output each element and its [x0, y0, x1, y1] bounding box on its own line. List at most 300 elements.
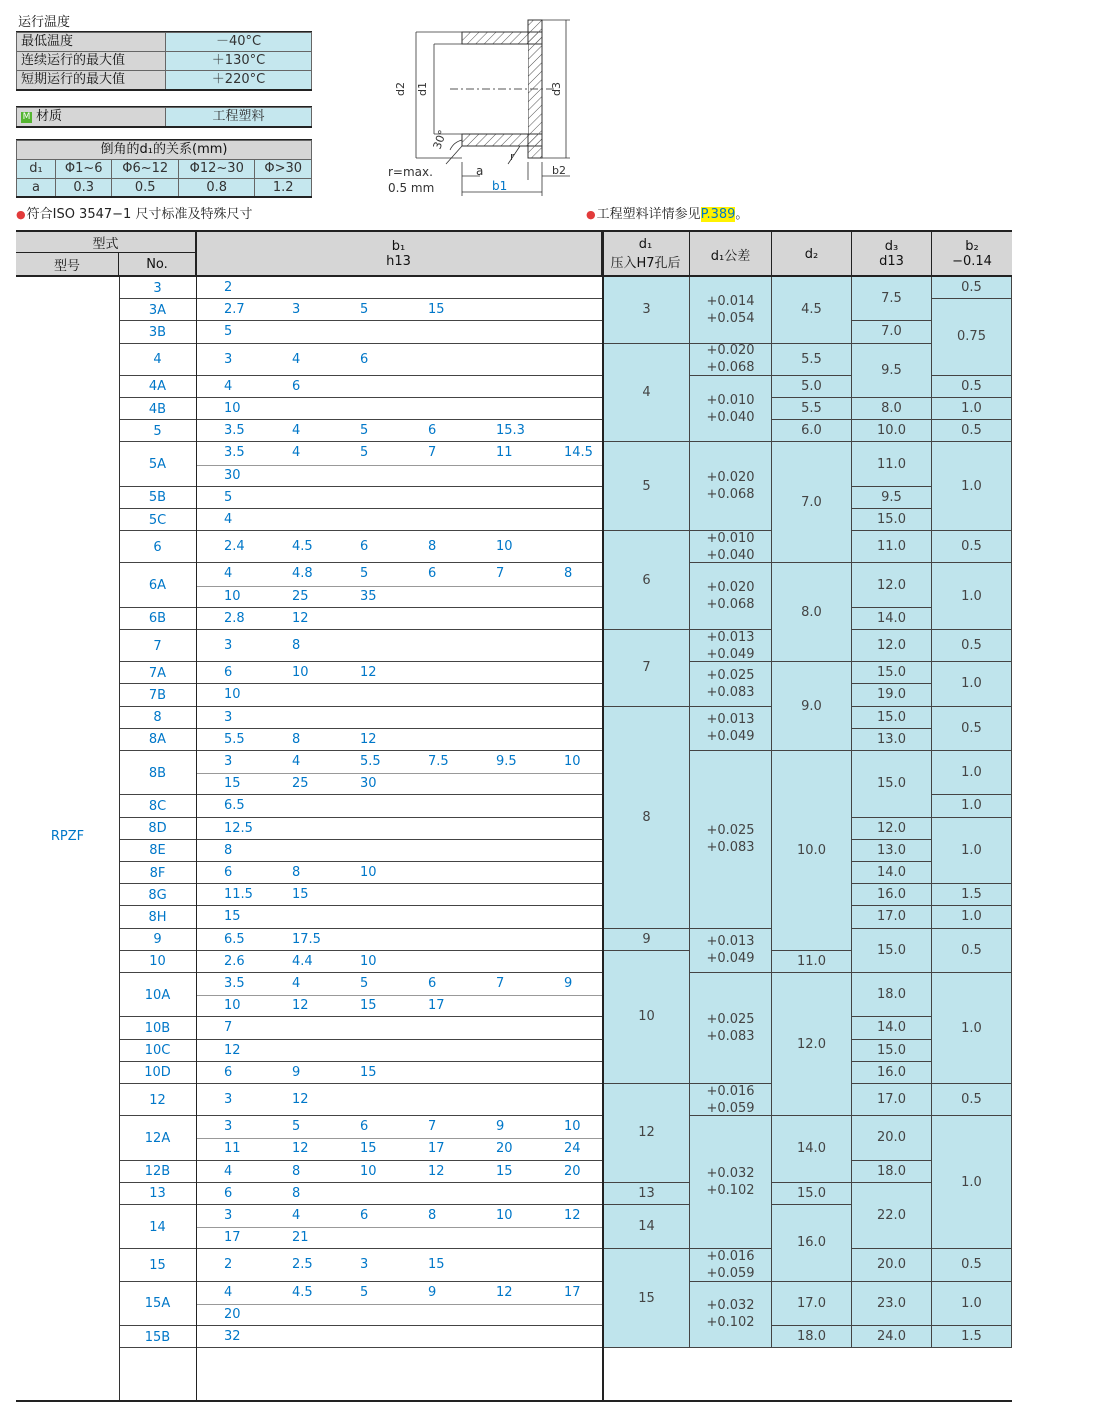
- no-cell: 12A: [144, 1130, 171, 1146]
- no-cell: 4A: [148, 379, 167, 395]
- header-b1: b₁ h13: [196, 232, 602, 276]
- d1-tolerance-cell-line: +0.083: [706, 1029, 755, 1044]
- d1-tolerance-cell-line: +0.013: [706, 629, 755, 645]
- chamfer-cell: 1.2: [255, 179, 312, 198]
- b1-value: 17: [428, 998, 445, 1014]
- b1-value: 24: [564, 1141, 581, 1157]
- b1-value: 4.5: [292, 539, 313, 555]
- b1-value: 6: [360, 539, 369, 555]
- d1-cell: 12: [604, 1084, 690, 1183]
- b1-value: 6: [224, 665, 233, 681]
- no-cell: 12: [149, 1092, 166, 1108]
- b1-value: 8: [564, 566, 573, 582]
- d3-cell: 12.0: [852, 563, 932, 607]
- b1-value: 3: [360, 1257, 369, 1273]
- d2-cell: 5.0: [772, 376, 852, 398]
- table-bottom-border: [16, 1400, 1012, 1402]
- d2-cell: 5.5: [772, 398, 852, 420]
- b1-value: 3: [224, 1119, 233, 1135]
- b2-cell: 1.5: [932, 884, 1012, 906]
- d3-cell: 15.0: [852, 1040, 932, 1062]
- b1-value: 17: [224, 1230, 241, 1246]
- no-cell: 8B: [148, 765, 167, 781]
- d3-cell: 12.0: [852, 630, 932, 662]
- no-cell: 5C: [148, 512, 167, 528]
- header-type-code: 型号: [16, 253, 119, 276]
- page-reference-link[interactable]: P.389: [700, 207, 736, 222]
- no-cell: 13: [149, 1186, 166, 1202]
- r-label: r: [510, 150, 515, 163]
- d3-cell: 22.0: [852, 1183, 932, 1250]
- b1-value: 9: [496, 1119, 505, 1135]
- d3-cell: 8.0: [852, 398, 932, 420]
- b1-value: 4: [224, 512, 233, 527]
- d2-label: d2: [394, 82, 407, 96]
- d2-cell: 11.0: [772, 951, 852, 973]
- d3-cell: 7.5: [852, 277, 932, 321]
- b2-cell: 0.5: [932, 531, 1012, 563]
- b1-value: 10: [496, 1208, 513, 1223]
- no-cell: 14: [149, 1219, 166, 1235]
- b1-value: 6: [428, 423, 437, 439]
- b1-value: 11: [224, 1141, 241, 1157]
- b1-value: 4: [292, 1208, 301, 1223]
- d3-cell: 13.0: [852, 840, 932, 862]
- b1-value: 5: [360, 302, 369, 318]
- divider: [16, 196, 312, 198]
- b1-value: 3.5: [224, 976, 245, 991]
- type-code-cell: RPZF: [50, 828, 85, 844]
- b1-value: 9: [564, 976, 573, 991]
- temp-row: [17, 52, 312, 71]
- no-cell: 10C: [144, 1043, 171, 1059]
- d3-cell: 20.0: [852, 1249, 932, 1281]
- d1-tolerance-cell-line: +0.068: [706, 487, 755, 503]
- d3-cell: 23.0: [852, 1282, 932, 1326]
- b2-label: b2: [552, 164, 566, 177]
- d1-cell: 9: [604, 929, 690, 951]
- chamfer-cell: 0.5: [112, 179, 179, 198]
- b1-value: 5: [224, 324, 233, 340]
- no-cell: 10A: [144, 987, 171, 1003]
- b1-value: 8: [292, 1163, 301, 1179]
- no-cell: 10: [149, 954, 166, 970]
- material-table: [16, 107, 312, 127]
- b1-value: 10: [564, 754, 581, 769]
- b1-value: 10: [224, 998, 241, 1014]
- header-d3: d₃ d13: [852, 232, 932, 276]
- chamfer-cell: Φ6~12: [112, 160, 179, 179]
- chamfer-title: 倒角的d₁的关系(mm): [17, 141, 312, 160]
- b1-value: 15: [360, 998, 377, 1014]
- no-cell: 3: [153, 280, 162, 296]
- b1-value: 10: [224, 401, 241, 416]
- d3-cell: 16.0: [852, 884, 932, 906]
- b1-value: 6: [428, 976, 437, 991]
- b2-cell: 1.0: [932, 973, 1012, 1084]
- d1-tolerance-cell-line: +0.040: [706, 409, 755, 425]
- b1-value: 2.7: [224, 302, 245, 318]
- d1-cell: 10: [604, 951, 690, 1084]
- row-subdivider: [196, 773, 602, 774]
- b1-value: 20: [224, 1306, 241, 1322]
- b1-value: 10: [360, 865, 377, 880]
- b1-value: 10: [496, 539, 513, 555]
- b2-cell: 0.5: [932, 630, 1012, 662]
- warning-icon: ●: [16, 208, 26, 221]
- no-cell: 12B: [144, 1164, 171, 1180]
- d1-tolerance-cell-line: +0.049: [706, 729, 755, 745]
- b1-value: 30: [360, 776, 377, 792]
- b1-value: 7: [496, 976, 505, 991]
- b1-value: 15: [292, 887, 309, 903]
- d1-cell: 7: [604, 630, 690, 707]
- chamfer-cell: Φ>30: [255, 160, 312, 179]
- no-cell: 7: [153, 638, 162, 654]
- d1-tolerance-cell-line: +0.025: [706, 667, 755, 683]
- no-cell: 5B: [148, 490, 167, 506]
- b1-value: 5: [360, 1284, 369, 1300]
- d1-cell: 3: [604, 277, 690, 344]
- d1-tolerance-cell-line: +0.014: [706, 293, 755, 309]
- d3-cell: 13.0: [852, 729, 932, 751]
- header-d1-tolerance: d₁公差: [690, 232, 772, 276]
- d1-tolerance-cell-line: +0.059: [706, 1100, 755, 1116]
- d1-tolerance-cell-line: +0.010: [706, 530, 755, 546]
- b1-value: 30: [224, 467, 241, 483]
- b1-value: 32: [224, 1329, 241, 1344]
- b1-value: 6: [292, 378, 301, 394]
- b1-value: 8: [428, 539, 437, 555]
- b1-value: 14.5: [564, 445, 593, 461]
- b2-cell: 1.0: [932, 563, 1012, 630]
- row-subdivider: [196, 1227, 602, 1228]
- b1-value: 15: [428, 302, 445, 318]
- d2-cell: 8.0: [772, 563, 852, 662]
- b2-cell: 0.5: [932, 929, 1012, 973]
- temp-key: 最低温度: [17, 33, 166, 52]
- b1-value: 12: [428, 1163, 445, 1179]
- d1-tolerance-cell: [690, 1116, 772, 1249]
- d3-cell: 18.0: [852, 973, 932, 1017]
- no-cell: 8F: [149, 865, 166, 881]
- d3-cell: 14.0: [852, 608, 932, 630]
- d1-tolerance-cell: [690, 1282, 772, 1349]
- b1-value: 2: [224, 280, 233, 295]
- no-cell: 15B: [144, 1329, 171, 1345]
- d3-cell: 15.0: [852, 707, 932, 729]
- temp-value: ＋220°C: [166, 71, 312, 90]
- b1-value: 3: [224, 1092, 233, 1107]
- b1-value: 6: [428, 566, 437, 582]
- d3-cell: 12.0: [852, 818, 932, 840]
- d1-tolerance-cell: [690, 929, 772, 973]
- b1-value: 15.3: [496, 423, 525, 439]
- radius-note-value: 0.5 mm: [388, 181, 435, 195]
- b1-value: 5: [360, 566, 369, 582]
- b1-value: 4.4: [292, 953, 313, 969]
- d3-cell: 11.0: [852, 442, 932, 486]
- no-cell: 8C: [148, 798, 167, 814]
- d2-cell: 10.0: [772, 751, 852, 951]
- material-label: 材质: [36, 109, 63, 124]
- b1-value: 4.8: [292, 566, 313, 582]
- no-cell: 8H: [148, 909, 167, 925]
- b1-value: 17: [564, 1284, 581, 1300]
- b1-value: 6: [224, 1064, 233, 1080]
- b1-value: 3: [292, 302, 301, 318]
- b1-value: 4: [292, 445, 301, 461]
- b1-value: 15: [360, 1064, 377, 1080]
- d2-cell: 16.0: [772, 1205, 852, 1282]
- b1-value: 25: [292, 588, 309, 604]
- d3-cell: 17.0: [852, 1084, 932, 1116]
- b1-value: 4: [292, 423, 301, 439]
- d1-cell: 15: [604, 1249, 690, 1348]
- d1-tolerance-cell: [690, 1249, 772, 1281]
- header-no: No.: [119, 253, 196, 276]
- b1-value: 3.5: [224, 445, 245, 461]
- b1-value: 3: [224, 638, 233, 653]
- b2-cell: 1.0: [932, 1282, 1012, 1326]
- temp-value: ＋130°C: [166, 52, 312, 71]
- b1-value: 10: [360, 1163, 377, 1179]
- divider: [16, 126, 312, 128]
- d1-tolerance-cell: [690, 1084, 772, 1116]
- d2-cell: 5.5: [772, 344, 852, 376]
- d1-tolerance-cell-line: +0.054: [706, 310, 755, 326]
- no-cell: 7B: [148, 687, 167, 703]
- d1-tolerance-cell-line: +0.010: [706, 392, 755, 408]
- b1-value: 3.5: [224, 423, 245, 439]
- b1-value: 8: [292, 1185, 301, 1201]
- b1-value: 12: [360, 731, 377, 747]
- d1-tolerance-cell-line: +0.102: [706, 1183, 755, 1199]
- chamfer-cell: a: [17, 179, 56, 198]
- d1-tolerance-cell: [690, 630, 772, 662]
- b1-value: 25: [292, 776, 309, 792]
- d3-cell: 15.0: [852, 662, 932, 684]
- b2-cell: 1.0: [932, 795, 1012, 817]
- b1-value: 9: [428, 1284, 437, 1300]
- b2-cell: 1.0: [932, 662, 1012, 706]
- b1-value: 17: [428, 1141, 445, 1157]
- b1-value: 12: [360, 665, 377, 681]
- no-cell: 9: [153, 932, 162, 948]
- no-cell: 6A: [148, 578, 167, 594]
- d1-tolerance-cell-line: +0.059: [706, 1265, 755, 1281]
- column-divider: [196, 232, 197, 1401]
- material-row: [17, 108, 312, 127]
- a-label: a: [476, 164, 484, 178]
- d3-cell: 15.0: [852, 751, 932, 818]
- b1-value: 8: [292, 731, 301, 747]
- b1-value: 12: [292, 1092, 309, 1107]
- d3-cell: 10.0: [852, 420, 932, 442]
- d2-cell: 12.0: [772, 973, 852, 1116]
- b1-value: 12: [496, 1284, 513, 1300]
- b1-value: 12: [564, 1208, 581, 1223]
- b1-value: 5: [292, 1119, 301, 1135]
- b1-value: 5: [224, 489, 233, 505]
- d3-cell: 9.5: [852, 487, 932, 509]
- b1-value: 7: [428, 1119, 437, 1135]
- chamfer-value-row: [17, 179, 312, 198]
- no-cell: 4B: [148, 401, 167, 417]
- b2-cell: 0.5: [932, 376, 1012, 398]
- b1-value: 4: [292, 754, 301, 769]
- b1-value: 2.6: [224, 953, 245, 969]
- b1-value: 7.5: [428, 754, 449, 769]
- temp-row: [17, 71, 312, 90]
- d1-tolerance-cell: [690, 376, 772, 443]
- b1-value: 6: [224, 865, 233, 880]
- d2-cell: 14.0: [772, 1116, 852, 1183]
- d1-tolerance-cell-line: +0.068: [706, 360, 755, 376]
- b1-value: 3: [224, 709, 233, 725]
- no-cell: 10B: [144, 1020, 171, 1036]
- d2-cell: 4.5: [772, 277, 852, 344]
- d1-tolerance-cell-line: +0.016: [706, 1248, 755, 1264]
- b1-value: 10: [564, 1119, 581, 1135]
- temp-key: 连续运行的最大值: [17, 52, 166, 71]
- b1-value: 5: [360, 445, 369, 461]
- d1-tolerance-cell-line: +0.020: [706, 580, 755, 596]
- d1-tolerance-cell: [690, 344, 772, 376]
- chamfer-cell: 0.8: [178, 179, 255, 198]
- b1-value: 12.5: [224, 820, 253, 836]
- b1-value: 9.5: [496, 754, 517, 769]
- b1-value: 7: [496, 566, 505, 582]
- d1-tolerance-cell-line: +0.049: [706, 646, 755, 662]
- d1-tolerance-cell: [690, 277, 772, 344]
- no-cell: 5: [153, 423, 162, 439]
- b1-value: 8: [292, 638, 301, 653]
- b1-value: 7: [428, 445, 437, 461]
- b1-value: 11: [496, 445, 513, 461]
- d2-cell: 15.0: [772, 1183, 852, 1205]
- b1-label: b1: [492, 179, 508, 193]
- chamfer-cell: Φ1~6: [56, 160, 112, 179]
- b1-value: 2.5: [292, 1257, 313, 1273]
- temp-row: [17, 33, 312, 52]
- column-divider: [119, 277, 120, 1401]
- d1-tolerance-cell-line: +0.083: [706, 684, 755, 700]
- no-cell: 4: [153, 352, 162, 368]
- b2-cell: 0.5: [932, 1084, 1012, 1116]
- d1-cell: 5: [604, 442, 690, 531]
- no-cell: 8A: [148, 732, 167, 748]
- b1-value: 6: [360, 1119, 369, 1135]
- d2-cell: 18.0: [772, 1326, 852, 1348]
- no-cell: 15: [149, 1257, 166, 1273]
- d3-cell: 16.0: [852, 1062, 932, 1084]
- iso-note: [16, 203, 252, 222]
- b1-value: 10: [360, 953, 377, 969]
- d1-tolerance-cell-line: +0.032: [706, 1298, 755, 1314]
- d2-cell: 7.0: [772, 442, 852, 563]
- b1-value: 2.4: [224, 539, 245, 555]
- no-cell: 5A: [148, 457, 167, 473]
- d1-tolerance-cell-line: +0.025: [706, 1012, 755, 1027]
- no-cell: 6B: [148, 611, 167, 627]
- d1-tolerance-cell-line: +0.016: [706, 1083, 755, 1099]
- b1-value: 4: [224, 1163, 233, 1179]
- header-d2: d₂: [772, 232, 852, 276]
- d1-tolerance-cell-line: +0.020: [706, 343, 755, 359]
- material-note: [586, 203, 748, 222]
- b1-value: 2.8: [224, 610, 245, 626]
- d1-cell: 8: [604, 707, 690, 929]
- b1-value: 15: [224, 776, 241, 792]
- divider: [16, 89, 312, 91]
- b1-value: 20: [496, 1141, 513, 1157]
- d1-tolerance-cell-line: +0.013: [706, 934, 755, 950]
- material-note-end: 。: [735, 207, 749, 222]
- no-cell: 10D: [144, 1065, 171, 1081]
- material-value: 工程塑料: [166, 108, 312, 127]
- d1-tolerance-cell: [690, 973, 772, 1084]
- d1-cell: 4: [604, 344, 690, 443]
- d3-cell: 14.0: [852, 862, 932, 884]
- row-border: [119, 1347, 602, 1348]
- b1-value: 6.5: [224, 931, 245, 947]
- d1-tolerance-cell-line: +0.049: [706, 951, 755, 967]
- b1-value: 17.5: [292, 931, 321, 947]
- no-cell: 3A: [148, 302, 167, 318]
- b1-value: 5.5: [360, 754, 381, 769]
- b1-value: 3: [224, 754, 233, 769]
- b2-cell: 0.75: [932, 299, 1012, 376]
- b1-value: 9: [292, 1064, 301, 1080]
- b2-cell: 0.5: [932, 1249, 1012, 1281]
- b1-value: 15: [360, 1141, 377, 1157]
- b1-value: 15: [428, 1257, 445, 1273]
- b1-value: 11.5: [224, 887, 253, 903]
- material-badge-icon: M: [22, 112, 31, 122]
- b1-value: 2: [224, 1257, 233, 1273]
- material-key: [17, 108, 166, 127]
- d1-tolerance-cell: [690, 531, 772, 563]
- b2-cell: 1.0: [932, 751, 1012, 795]
- row-subdivider: [196, 465, 602, 466]
- b1-value: 8: [428, 1208, 437, 1223]
- d3-cell: 14.0: [852, 1017, 932, 1039]
- chamfer-cell: Φ12~30: [178, 160, 255, 179]
- b1-value: 12: [292, 610, 309, 626]
- b1-value: 5.5: [224, 731, 245, 747]
- b1-value: 12: [292, 1141, 309, 1157]
- b1-value: 4: [224, 378, 233, 394]
- b1-value: 4.5: [292, 1284, 313, 1300]
- header-b2: b₂ −0.14: [932, 232, 1012, 276]
- b2-cell: 0.5: [932, 277, 1012, 299]
- row-subdivider: [196, 1138, 602, 1139]
- b1-value: 3: [224, 1208, 233, 1223]
- temp-value: －40°C: [166, 33, 312, 52]
- d1-tolerance-cell-line: +0.025: [706, 823, 755, 839]
- header-type-group: 型式: [16, 232, 196, 253]
- header-d1: d₁ 压入H7孔后: [602, 232, 690, 276]
- b1-value: 20: [564, 1163, 581, 1179]
- b1-value: 7: [224, 1020, 233, 1036]
- no-cell: 8: [153, 710, 162, 726]
- b1-value: 8: [292, 865, 301, 880]
- no-cell: 6: [153, 539, 162, 555]
- d1-tolerance-cell-line: +0.102: [706, 1315, 755, 1331]
- angle-label: 30°: [430, 128, 450, 152]
- d1-tolerance-cell: [690, 707, 772, 751]
